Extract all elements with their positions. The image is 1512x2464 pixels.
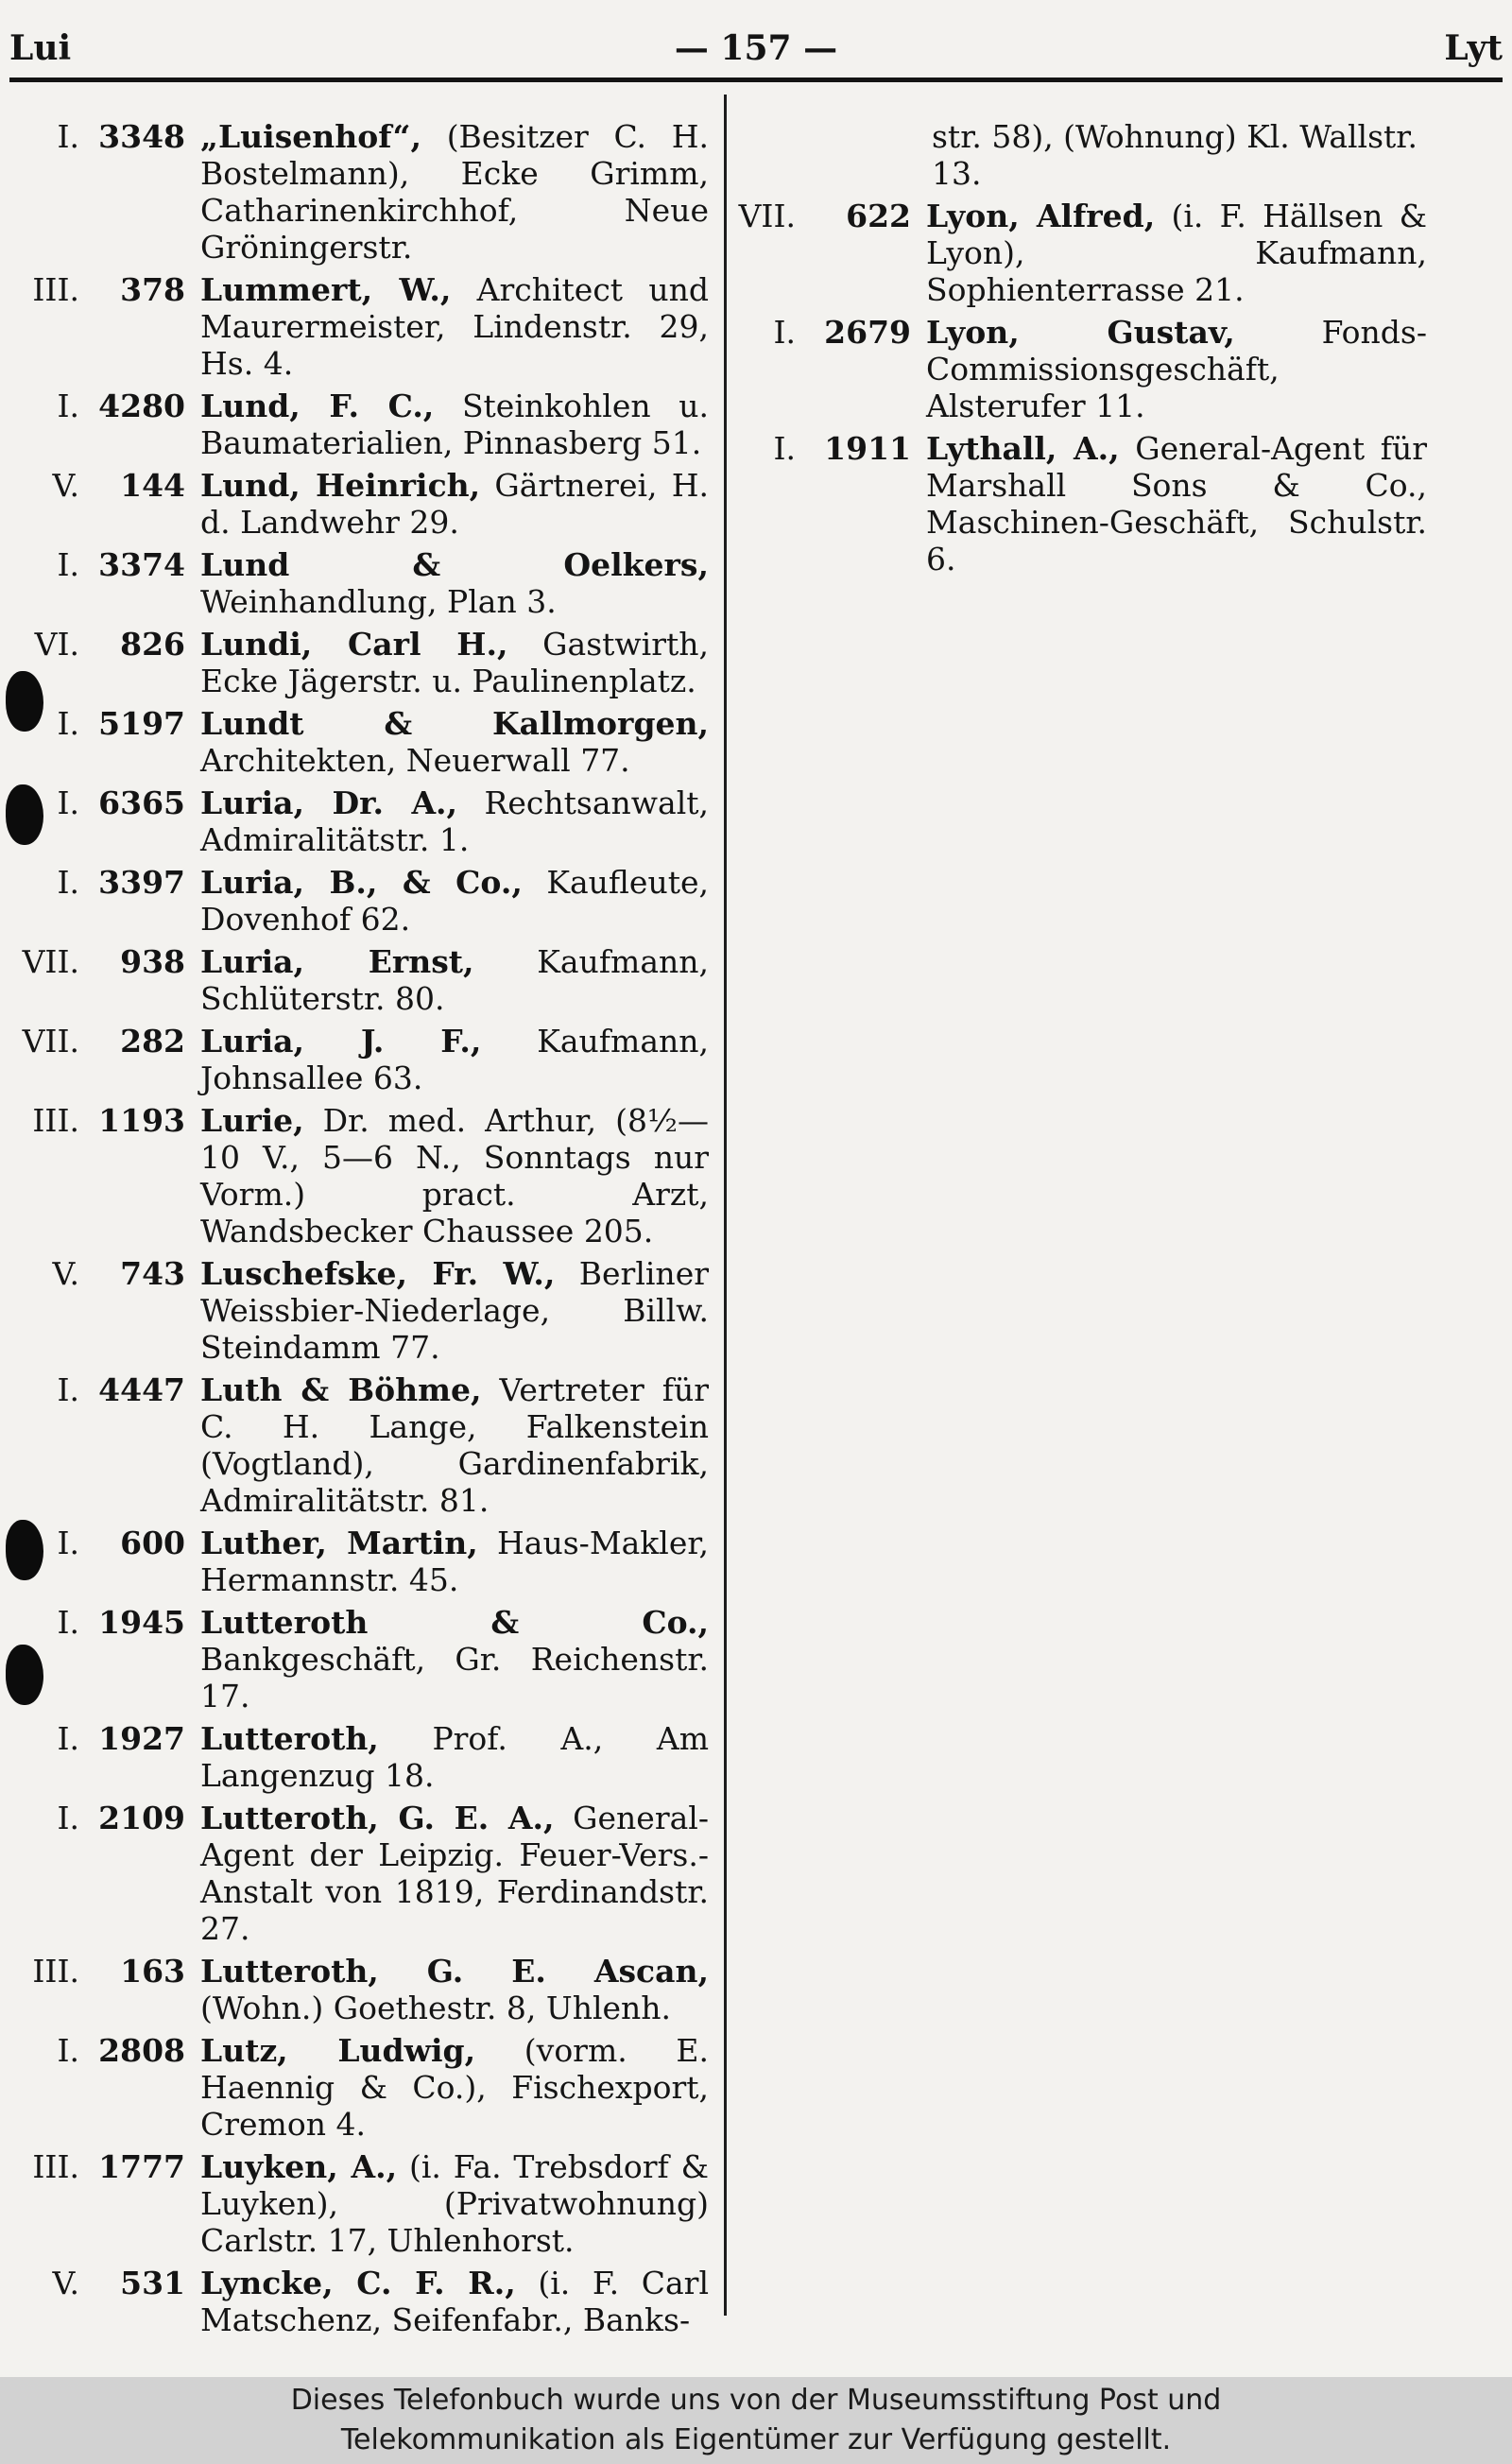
entry-details: Kaufmann, Johnsallee 63.: [200, 1023, 709, 1096]
entry-text: [200, 784, 709, 858]
entry-phone-number: 5197: [98, 705, 185, 742]
entry-district: VI.: [34, 626, 79, 663]
directory-entry: [19, 2265, 709, 2338]
entry-name: Lundi, Carl H.,: [200, 626, 508, 663]
directory-entry: [19, 705, 709, 779]
directory-entry: [19, 1023, 709, 1096]
entry-details: General-Agent für Marshall Sons & Co., Maschinen-Geschäft, Schulstr. 6.: [926, 430, 1427, 577]
entry-text: [926, 314, 1427, 424]
entry-text: [200, 1023, 709, 1096]
entry-details: Bankgeschäft, Gr. Reichenstr. 17.: [200, 1641, 709, 1714]
header-right: Lyt: [1444, 28, 1503, 68]
header-left: Lui: [9, 28, 72, 68]
directory-entry: [19, 1720, 709, 1794]
entry-text: [200, 864, 709, 938]
entry-district: III.: [32, 1102, 79, 1139]
directory-entry: [19, 271, 709, 382]
entry-name: Lyncke, C. F. R.,: [200, 2265, 516, 2301]
entry-details: Fonds-Commissionsgeschäft, Alsterufer 11.: [926, 314, 1427, 424]
directory-entry: [728, 198, 1427, 308]
entry-district: I.: [57, 864, 79, 901]
entry-name: Luth & Böhme,: [200, 1371, 482, 1408]
entry-text: [926, 430, 1427, 577]
entry-district: V.: [52, 1255, 79, 1292]
directory-entry: [19, 467, 709, 541]
entry-phone-number: 4280: [98, 388, 185, 424]
entry-details: Kaufmann, Schlüterstr. 80.: [200, 943, 709, 1017]
entry-phone-number: 163: [120, 1953, 185, 1990]
entry-name: Lyon, Gustav,: [926, 314, 1235, 351]
entry-phone-number: 826: [120, 626, 185, 663]
entry-text: [200, 2148, 709, 2259]
entry-phone-number: 6365: [98, 784, 185, 821]
entry-details: Prof. A., Am Langenzug 18.: [200, 1720, 709, 1794]
entry-phone-number: 3397: [98, 864, 185, 901]
entry-district: I.: [57, 705, 79, 742]
entry-name: Luyken, A.,: [200, 2148, 398, 2185]
entry-district: I.: [57, 118, 79, 155]
footer-note: [0, 2377, 1512, 2464]
entry-text: [200, 467, 709, 541]
directory-entry: [19, 388, 709, 461]
entry-district: I.: [57, 546, 79, 583]
entry-phone-number: 600: [120, 1525, 185, 1561]
left-column: [19, 118, 709, 2344]
entry-district: I.: [57, 2032, 79, 2069]
entry-district: I.: [57, 1371, 79, 1408]
entry-text: [200, 1255, 709, 1366]
entry-details: Berliner Weissbier-Niederlage, Billw. Steindamm 77.: [200, 1255, 709, 1366]
header-rule: [9, 78, 1503, 82]
entry-district: III.: [32, 271, 79, 308]
directory-entry: [728, 314, 1427, 424]
entry-name: Luther, Martin,: [200, 1525, 478, 1561]
entry-phone-number: 282: [120, 1023, 185, 1060]
entry-phone-number: 531: [120, 2265, 185, 2301]
entry-details: Gärtnerei, H. d. Landwehr 29.: [200, 467, 709, 541]
entry-name: Lurie,: [200, 1102, 304, 1139]
entry-district: VII.: [22, 943, 79, 980]
entry-district: I.: [57, 1800, 79, 1836]
entry-text: [200, 1371, 709, 1519]
entry-name: Lythall, A.,: [926, 430, 1120, 467]
page-header: [9, 19, 1503, 85]
entry-text: [200, 1953, 709, 2026]
entry-details: (Besitzer C. H. Bostelmann), Ecke Grimm, Catharinenkirchhof, Neue Gröningerstr.: [200, 118, 709, 266]
entry-name: Lyon, Alfred,: [926, 198, 1156, 234]
entry-phone-number: 2808: [98, 2032, 185, 2069]
entry-name: Luria, J. F.,: [200, 1023, 482, 1060]
directory-entry: [19, 1953, 709, 2026]
directory-entry: [19, 943, 709, 1017]
directory-entry: [19, 2032, 709, 2143]
entry-text: [926, 198, 1427, 308]
entry-details: Vertreter für C. H. Lange, Falkenstein (Vogtland), Gardinenfabrik, Admiralitätstr. 81.: [200, 1371, 709, 1519]
entry-text: [200, 1604, 709, 1714]
entry-details: Architect und Maurermeister, Lindenstr. 29, Hs. 4.: [200, 271, 709, 382]
entry-text: [200, 1102, 709, 1249]
footer-line-1: Dieses Telefonbuch wurde uns von der Museumsstiftung Post und: [290, 2384, 1222, 2417]
entry-district: III.: [32, 2148, 79, 2185]
directory-entry: [19, 2148, 709, 2259]
entry-details: (vorm. E. Haennig & Co.), Fischexport, Cremon 4.: [200, 2032, 709, 2143]
entry-phone-number: 1193: [98, 1102, 185, 1139]
directory-entry: [19, 118, 709, 266]
entry-name: Luria, B., & Co.,: [200, 864, 523, 901]
entry-details: (Wohn.) Goethestr. 8, Uhlenh.: [200, 1990, 672, 2026]
entry-name: Lund, F. C.,: [200, 388, 435, 424]
entry-name: Lund & Oelkers,: [200, 546, 709, 583]
entry-name: Lutteroth, G. E. A.,: [200, 1800, 555, 1836]
entry-text: [200, 271, 709, 382]
entry-phone-number: 3374: [98, 546, 185, 583]
directory-entry: [19, 1525, 709, 1598]
entry-district: I.: [57, 784, 79, 821]
right-column: [728, 118, 1427, 583]
directory-entry: [19, 1102, 709, 1249]
entry-district: I.: [57, 1604, 79, 1641]
entry-name: Lutz, Ludwig,: [200, 2032, 476, 2069]
entry-details: (i. F. Carl Matschenz, Seifenfabr., Banks-: [200, 2265, 710, 2338]
entry-text: [200, 118, 709, 266]
entry-text: [200, 388, 709, 461]
entry-phone-number: 4447: [98, 1371, 185, 1408]
entry-text: [200, 705, 709, 779]
directory-entry: [19, 1371, 709, 1519]
entry-district: V.: [52, 2265, 79, 2301]
entry-text: [200, 2265, 709, 2338]
entry-phone-number: 2109: [98, 1800, 185, 1836]
entry-phone-number: 1927: [98, 1720, 185, 1757]
entry-text: [200, 626, 709, 699]
entry-details: General-Agent der Leipzig. Feuer-Vers.-Anstalt von 1819, Ferdinandstr. 27.: [200, 1800, 709, 1947]
entry-phone-number: 1945: [98, 1604, 185, 1641]
entry-text: [200, 1720, 709, 1794]
entry-phone-number: 144: [120, 467, 185, 504]
entry-phone-number: 1777: [98, 2148, 185, 2185]
column-divider: [724, 95, 727, 2316]
entry-text: [200, 1800, 709, 1947]
directory-entry: [19, 1255, 709, 1366]
entry-district: I.: [773, 430, 796, 467]
directory-entry: [19, 1604, 709, 1714]
entry-details: Kaufleute, Dovenhof 62.: [200, 864, 709, 938]
entry-phone-number: 2679: [824, 314, 911, 351]
entry-phone-number: 938: [120, 943, 185, 980]
directory-entry: [728, 430, 1427, 577]
entry-details: Rechtsanwalt, Admiralitätstr. 1.: [200, 784, 710, 858]
entry-name: Lutteroth,: [200, 1720, 379, 1757]
entry-text: [200, 2032, 709, 2143]
entry-text: [200, 1525, 709, 1598]
entry-phone-number: 1911: [824, 430, 911, 467]
entry-name: Luschefske, Fr. W.,: [200, 1255, 556, 1292]
entry-district: VII.: [22, 1023, 79, 1060]
page-number: — 157 —: [674, 28, 838, 68]
entry-phone-number: 378: [120, 271, 185, 308]
entry-text: [200, 943, 709, 1017]
entry-district: V.: [52, 467, 79, 504]
entry-district: I.: [57, 1720, 79, 1757]
footer-line-2: Telekommunikation als Eigentümer zur Verfügung gestellt.: [340, 2423, 1172, 2456]
entry-district: I.: [57, 1525, 79, 1561]
entry-district: I.: [57, 388, 79, 424]
entry-district: III.: [32, 1953, 79, 1990]
entry-details: Steinkohlen u. Baumaterialien, Pinnasberg 51.: [200, 388, 709, 461]
entry-name: Luria, Ernst,: [200, 943, 474, 980]
directory-entry: [19, 1800, 709, 1947]
entry-phone-number: 622: [846, 198, 911, 234]
directory-entry: [19, 864, 709, 938]
entry-name: Lummert, W.,: [200, 271, 452, 308]
entry-district: I.: [773, 314, 796, 351]
entry-phone-number: 743: [120, 1255, 185, 1292]
entry-details: Dr. med. Arthur, (8½—10 V., 5—6 N., Sonntags nur Vorm.) pract. Arzt, Wandsbecker Chaussee 205.: [200, 1102, 709, 1249]
directory-entry: [19, 626, 709, 699]
directory-entry: [19, 784, 709, 858]
entry-details: (i. Fa. Trebsdorf & Luyken), (Privatwohnung) Carlstr. 17, Uhlenhorst.: [200, 2148, 709, 2259]
entry-name: Lutteroth & Co.,: [200, 1604, 709, 1641]
entry-name: Luria, Dr. A.,: [200, 784, 458, 821]
entry-details: Haus-Makler, Hermannstr. 45.: [200, 1525, 710, 1598]
directory-entry: [19, 546, 709, 620]
entry-details: Weinhandlung, Plan 3.: [200, 583, 557, 620]
entry-name: Lundt & Kallmorgen,: [200, 705, 709, 742]
entry-details: Gastwirth, Ecke Jägerstr. u. Paulinenplatz.: [200, 626, 709, 699]
entry-name: Lutteroth, G. E. Ascan,: [200, 1953, 709, 1990]
entry-phone-number: 3348: [98, 118, 185, 155]
entry-district: VII.: [738, 198, 796, 234]
entry-details: Architekten, Neuerwall 77.: [200, 742, 630, 779]
entry-text: [200, 546, 709, 620]
entry-details: (i. F. Hällsen & Lyon), Kaufmann, Sophienterrasse 21.: [926, 198, 1427, 308]
entry-name: „Luisenhof“,: [200, 118, 421, 155]
entry-name: Lund, Heinrich,: [200, 467, 481, 504]
continuation-text: str. 58), (Wohnung) Kl. Wallstr. 13.: [932, 118, 1418, 192]
